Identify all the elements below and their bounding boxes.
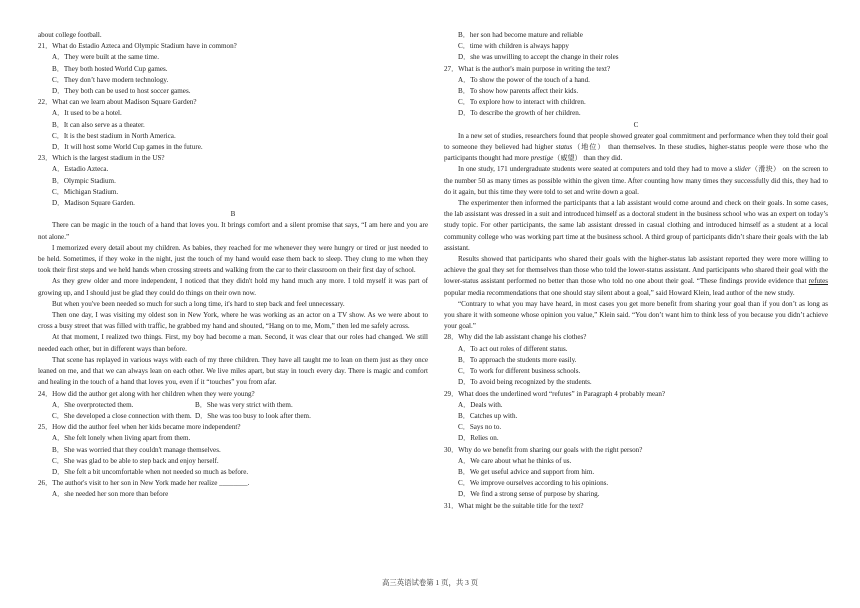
right-column <box>444 30 828 512</box>
question-23: 23．Which is the largest stadium in the US? <box>38 154 165 163</box>
passage-paragraph <box>444 131 828 165</box>
option[interactable]: B．Olympic Stadium. <box>52 176 116 185</box>
option[interactable]: C．She developed a close connection with them. <box>52 411 192 420</box>
continued-text: about college football. <box>38 31 102 39</box>
option[interactable]: D．Madison Square Garden. <box>52 199 135 208</box>
option[interactable]: A．She overprotected them. <box>52 400 134 409</box>
passage-paragraph: The experimenter then informed the participants that a lab assistant would come around and check on their goals. In some cases, the lab assistant was dressed in a suit and introduced himself as a doctoral student in the business school who was an expert on today’s study topic. For other participants, the same lab assistant dressed in casual clothing and introduced himself as a student at a local community college who was working part time at the business school. A third group of participants didn’t share their goals with the lab assistant. <box>444 199 828 252</box>
question-24: 24．How did the author get along with her children when they were young? <box>38 389 255 398</box>
option[interactable]: D．she was unwilling to accept the change in their roles <box>458 53 619 62</box>
option[interactable]: B．She was worried that they couldn't manage themselves. <box>52 445 221 454</box>
section-heading-b: B <box>230 210 236 219</box>
option[interactable]: A．We care about what he thinks of us. <box>458 456 572 465</box>
option[interactable]: D．To describe the growth of her children. <box>458 109 581 118</box>
option[interactable]: D．It will host some World Cup games in the future. <box>52 143 203 152</box>
page-footer: 高三英语试卷第 1 页，共 3 页 <box>381 578 479 587</box>
option[interactable]: A．Estadio Azteca. <box>52 165 109 174</box>
option[interactable]: C．We improve ourselves according to his opinions. <box>458 479 609 488</box>
passage-paragraph <box>444 164 828 198</box>
passage-paragraph <box>444 254 828 299</box>
option[interactable]: B．We get useful advice and support from him. <box>458 467 595 476</box>
option[interactable]: B．She was very strict with them. <box>195 400 293 409</box>
option[interactable]: D．Relies on. <box>458 434 499 443</box>
option[interactable]: C．Michigan Stadium. <box>52 187 119 196</box>
underlined-word: refutes <box>808 277 828 286</box>
question-30: 30．Why do we benefit from sharing our goals with the right person? <box>444 445 643 454</box>
passage-paragraph: I memorized every detail about my children. As babies, they reached for me whenever they were hungry or tired or just needed to be held. Sometimes, if they woke in the night, just the touch of my hand would ease them back to sleep. They clung to me when they took their first steps and we held hands when crossing streets and walking from the car to their classroom on their first day of school. <box>38 243 428 275</box>
option[interactable]: B．Catches up with. <box>458 411 518 420</box>
text-run: （地位） than themselves. In these studies, higher-status people were those who the participants thought had more <box>444 143 829 163</box>
passage-paragraph: But when you've been needed so much for such a long time, it's hard to step back and feel unnecessary. <box>52 299 345 308</box>
passage-paragraph: “Contrary to what you may have heard, in most cases you get more benefit from sharing your goal than if you don’t as long as you share it with someone whose opinion you value,” Klein said. “You don’t want him to think less of you because you didn’t achieve your goal.” <box>444 299 828 331</box>
option[interactable]: B．They both hosted World Cup games. <box>52 64 168 73</box>
option[interactable]: C．They don’t have modern technology. <box>52 75 169 84</box>
option[interactable]: D．She felt a bit uncomfortable when not needed so much as before. <box>52 467 249 476</box>
option[interactable]: D．They both can be used to host soccer games. <box>52 87 191 96</box>
option[interactable]: C．Says no to. <box>458 423 502 432</box>
section-heading-c: C <box>633 120 639 129</box>
option[interactable]: C．It is the best stadium in North America. <box>52 131 176 140</box>
option[interactable]: A．Deals with. <box>458 400 503 409</box>
option[interactable]: D．To avoid being recognized by the students. <box>458 378 592 387</box>
question-25: 25．How did the author feel when her kids became more independent? <box>38 423 241 432</box>
option[interactable]: B．her son had become mature and reliable <box>458 31 583 39</box>
option[interactable]: C．time with children is always happy <box>458 42 569 51</box>
passage-paragraph: Then one day, I was visiting my oldest son in New York, where he was working as an actor on a TV show. As we were about to cross a busy street that was filled with traffic, he grabbed my hand and shouted, “Hang on to me, Mom,” then led me safely across. <box>38 311 428 331</box>
option[interactable]: A．They were built at the same time. <box>52 53 159 62</box>
option[interactable]: D．She was too busy to look after them. <box>195 411 311 420</box>
passage-paragraph: That scene has replayed in various ways with each of my three children. They have all taught me to lean on them just as they once leaned on me, and that we can always lean on each other. We live miles apart, but stay in touch every day. There is magic and comfort and healing in the touch of a hand that loves you, even if it “touches” you from afar. <box>38 355 428 387</box>
option-row <box>38 411 428 422</box>
left-column <box>38 30 428 501</box>
question-26: 26．The author's visit to her son in New York made her realize ________. <box>38 479 250 488</box>
question-21: 21．What do Estadio Azteca and Olympic Stadium have in common? <box>38 42 237 51</box>
option[interactable]: A．She felt lonely when living apart from them. <box>52 434 191 443</box>
option[interactable]: C．She was glad to be able to step back and enjoy herself. <box>52 456 219 465</box>
text-run: In one study, 171 undergraduate students were seated at computers and told they had to move a <box>458 165 735 174</box>
text-run: （威望） than they did. <box>553 154 623 163</box>
option[interactable]: C．To explore how to interact with children. <box>458 98 586 107</box>
text-run: （滑块） on the screen to the number 50 as many times as possible within the given time. After counting how many times they successfully did this, they had to do it again, but this time they were told to set and write down a goal. <box>444 165 828 196</box>
question-28: 28．Why did the lab assistant change his clothes? <box>444 333 587 342</box>
passage-paragraph: As they grew older and more independent, I noticed that they didn't hold my hand much any more. I told myself it was part of growing up, and I should just be glad they could do things on their own now. <box>38 277 428 297</box>
question-27: 27．What is the author's main purpose in writing the text? <box>444 64 611 73</box>
option[interactable]: B．It can also serve as a theater. <box>52 120 145 129</box>
option[interactable]: D．We find a strong sense of purpose by sharing. <box>458 490 600 499</box>
text-run: Results showed that participants who shared their goals with the higher-status lab assistant reported they were more willing to achieve the goal they set for themselves than those who told the lower-status assistant. And participants who shared their goal with the lower-status assistant performed no better than those who told no one about their goal. “These findings provide evidence that <box>444 255 828 286</box>
option[interactable]: A．To show the power of the touch of a hand. <box>458 75 590 84</box>
option[interactable]: B．To approach the students more easily. <box>458 355 577 364</box>
passage-paragraph: There can be magic in the touch of a hand that loves you. It brings comfort and a silent promise that says, “I am here and you are not alone.” <box>38 221 428 241</box>
option[interactable]: A．It used to be a hotel. <box>52 109 122 118</box>
italic-word: prestige <box>530 154 554 163</box>
option[interactable]: A．she needed her son more than before <box>52 490 169 499</box>
question-22: 22．What can we learn about Madison Square Garden? <box>38 98 197 107</box>
option[interactable]: C．To work for different business schools. <box>458 367 581 376</box>
passage-paragraph: At that moment, I realized two things. First, my boy had become a man. Second, it was clear that our roles had changed. We still needed each other, but in different ways than before. <box>38 333 428 353</box>
option-row <box>38 400 428 411</box>
text-run: popular media recommendations that one should stay silent about a goal,” said Howard Klein, lead author of the new study. <box>444 288 795 297</box>
option[interactable]: B．To show how parents affect their kids. <box>458 87 579 96</box>
question-29: 29．What does the underlined word “refutes” in Paragraph 4 probably mean? <box>444 389 666 398</box>
italic-word: status <box>555 143 573 152</box>
italic-word: slider <box>734 165 751 174</box>
question-31: 31．What might be the suitable title for the text? <box>444 501 584 510</box>
text-run: In a new set of studies, researchers found that people showed greater goal commitment and performance when they told their goal to someone they believed had higher <box>444 131 828 152</box>
option[interactable]: A．To act out roles of different status. <box>458 344 568 353</box>
